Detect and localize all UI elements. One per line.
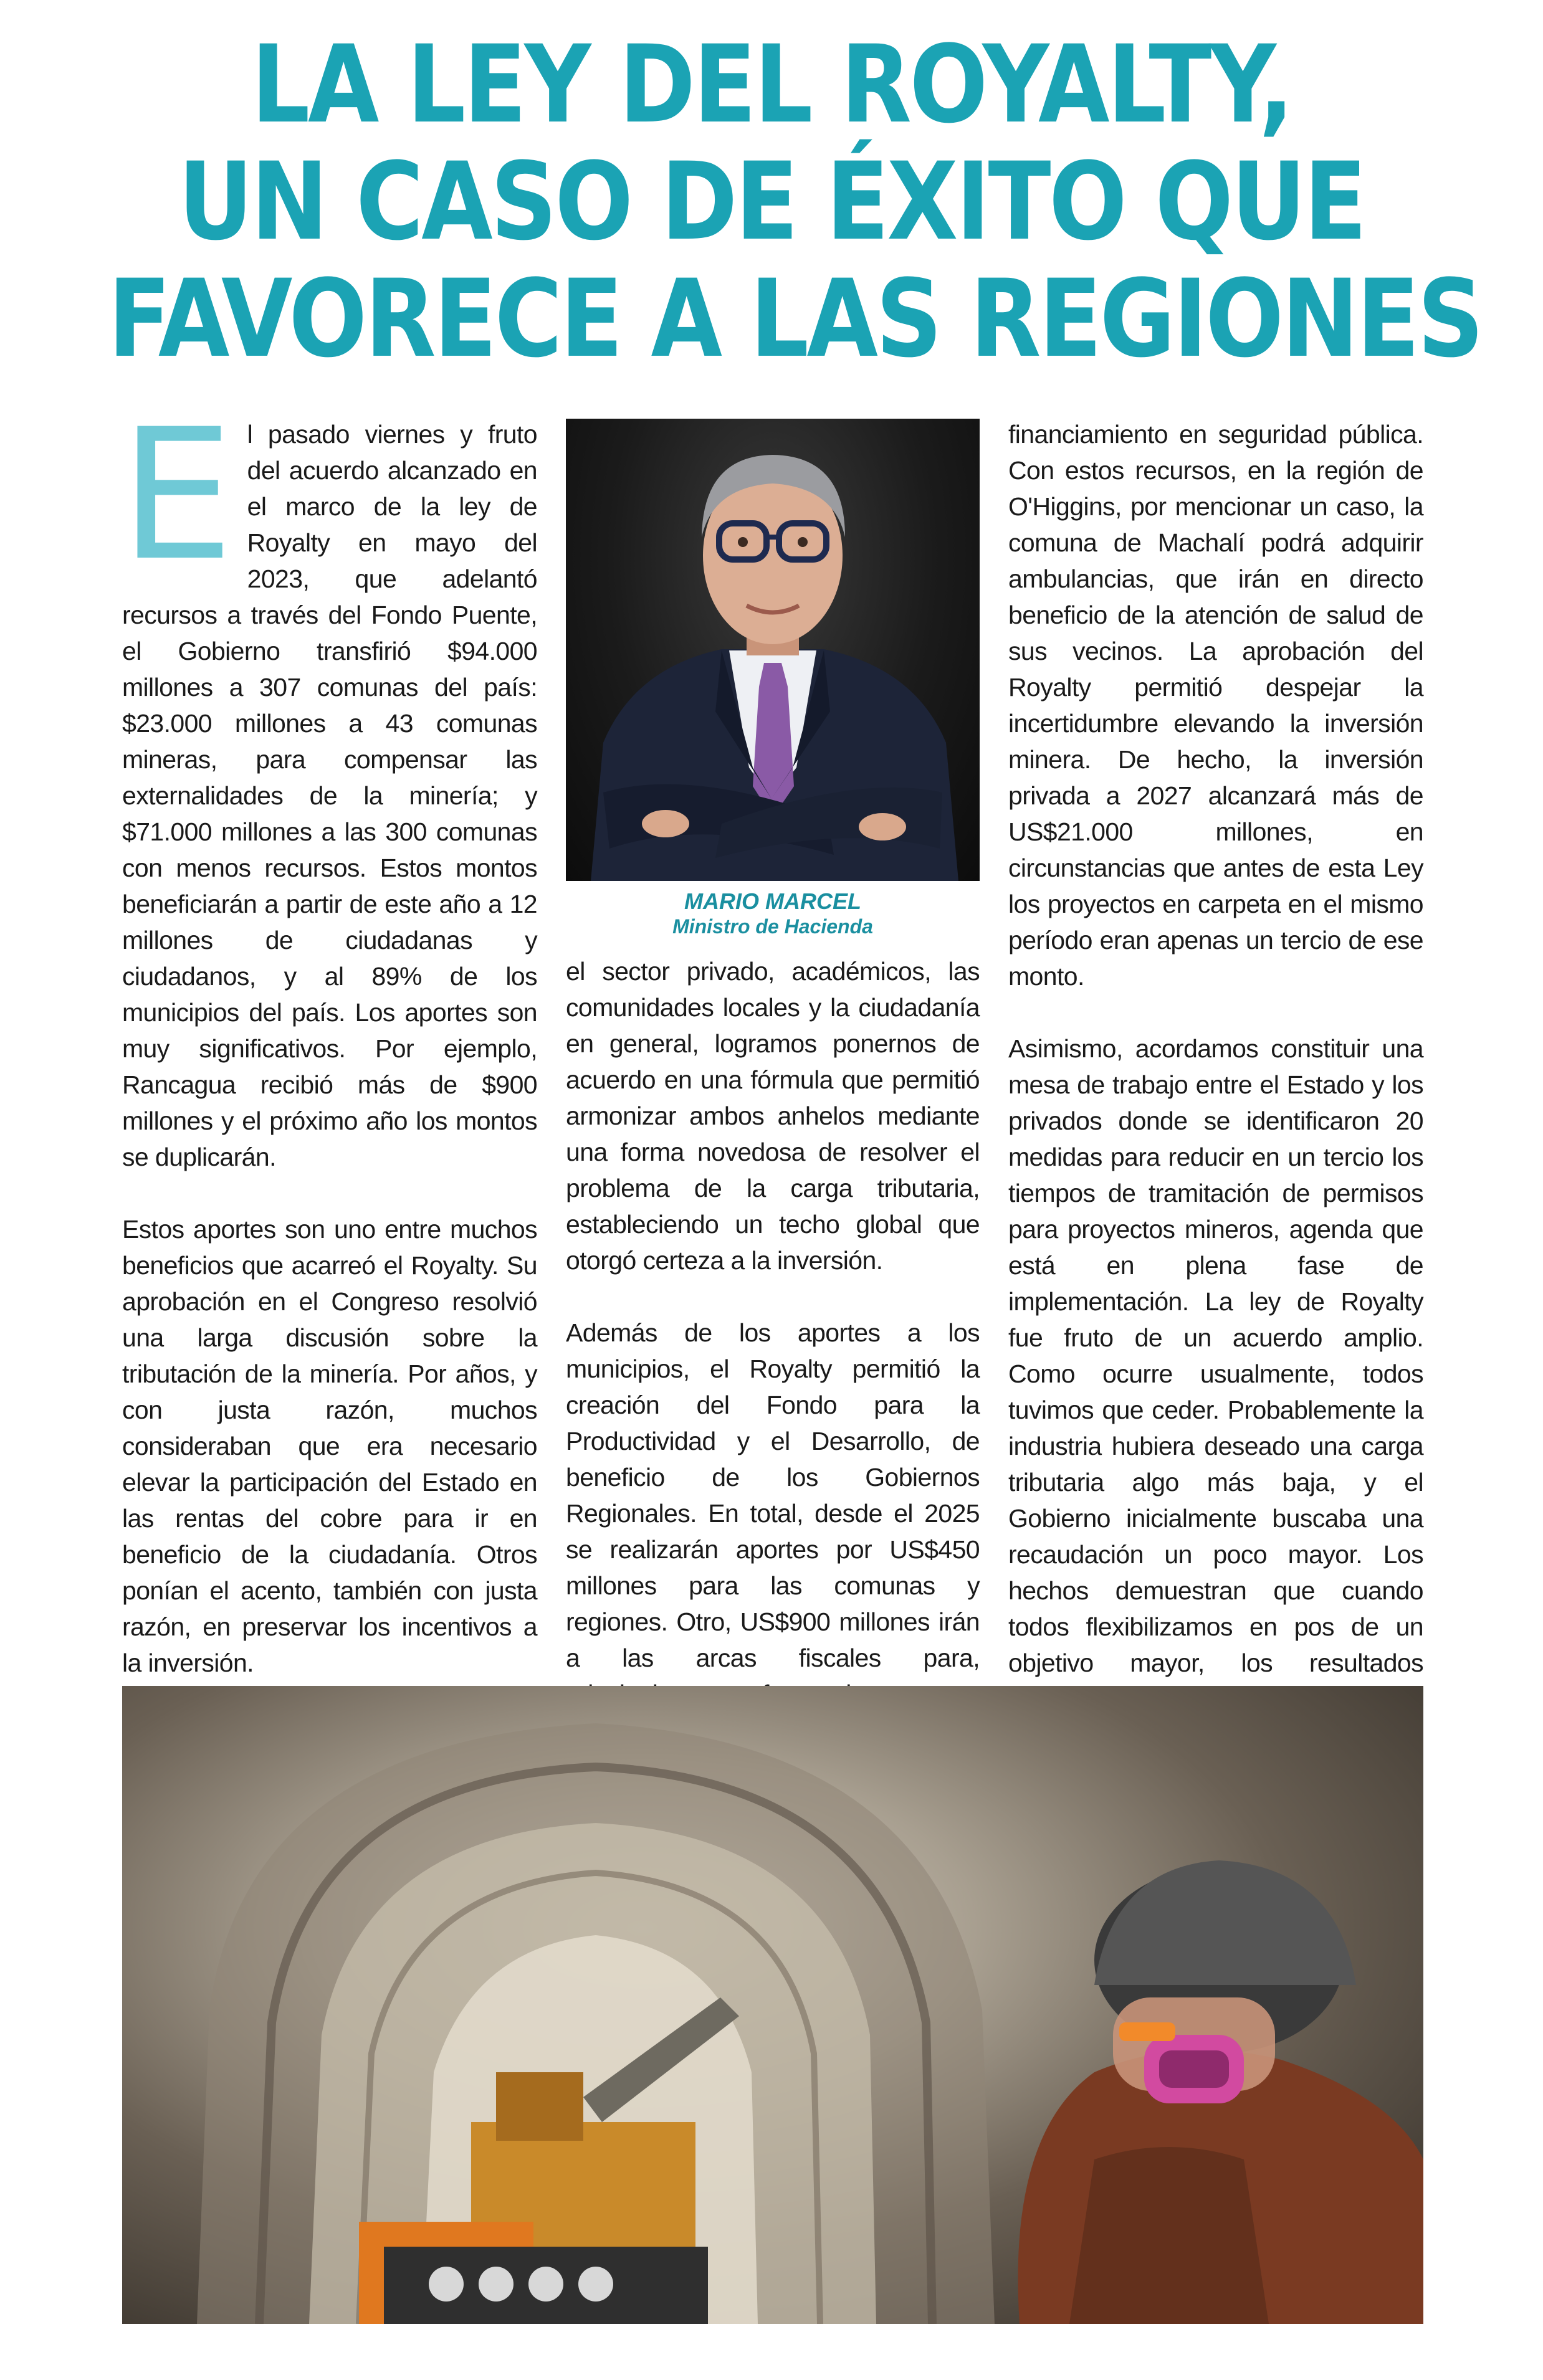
- column2-paragraph-2: Además de los aportes a los municipios, el Royalty permitió la creación del Fondo para la Productividad y el Desarrollo, de beneficio de los Gobiernos Regionales. En total, desde el 2025 se realizarán aportes por US$450 millones para las comunas y regiones. Otro, US$900 millones irán a las arcas fiscales para,: [566, 1318, 980, 1672]
- article-headline: [108, 22, 1482, 383]
- mining-tunnel-photo: [122, 1686, 1423, 2324]
- column2-paragraph-1: el sector privado, académicos, las comunidades locales y la ciudadanía en general, logramos ponernos de acuerdo en una fórmula que permitió armonizar ambos anhelos mediante una forma novedosa de resolver el problema de la carga tributaria, estableciendo un techo global que otorgó certeza a la inversión.: [566, 957, 980, 1275]
- portrait-caption: [566, 888, 980, 938]
- article-column-1: [120, 391, 537, 1825]
- headline-line-2: UN CASO DE ÉXITO QUE: [178, 139, 1365, 264]
- article-column-2: [566, 953, 980, 1748]
- article-column-3: [1008, 416, 1423, 1753]
- minister-portrait-image: [566, 419, 980, 881]
- column3-paragraph-2: Asimismo, acordamos constituir una mesa de trabajo entre el Estado y los privados donde se identificaron 20 medidas para reducir en un tercio los tiempos de tramitación de permisos para proyectos mineros, agenda que está en plena fase de implementación. La ley de Royalty fue fruto de un acuerdo amplio. Como ocurre usualmente, todos tuvimos que ceder. Probablemente la industria hubiera deseado una carga tributaria algo más baja, y el Gobierno inicialmente buscaba una recaudación un poco mayor. Los hechos demuestran que cuando todos flexibilizamos en pos de un objetivo mayor, los resultados: [1008, 1034, 1423, 1677]
- minister-portrait: [566, 419, 980, 881]
- caption-role: Ministro de Hacienda: [672, 915, 873, 938]
- column1-paragraph-2: Estos aportes son uno entre muchos beneficios que acarreó el Royalty. Su aprobación en el Congreso resolvió una larga discusión sobre la tributación de la minería. Por años, y con justa razón, muchos consideraban que era necesario elevar la participación del Estado en las rentas del cobre para ir en beneficio de la ciudadanía. Otros ponían el acento, también con justa razón, en preservar los incentivos a la inversión.: [122, 1215, 537, 1677]
- column3-paragraph-1: financiamiento en seguridad pública. Con estos recursos, en la región de O'Higgins, por mencionar un caso, la comuna de Machalí podrá adquirir ambulancias, que irán en directo beneficio de la atención de salud de sus vecinos. La aprobación del Royalty permitió despejar la incertidumbre elevando la inversión minera. De hecho, la inversión privada a 2027 alcanzará más de US$21.000 millones, en circunstancias que antes de esta Ley los proyectos en carpeta en el mismo período eran apenas un tercio de ese monto.: [1008, 420, 1423, 991]
- drop-cap: E: [120, 391, 234, 601]
- mining-tunnel-image: [122, 1686, 1423, 2324]
- column1-paragraph-1-text: l pasado viernes y fruto del acuerdo alcanzado en el marco de la ley de Royalty en mayo del 2023, que adelantó recursos a través del Fondo Puente, el Gobierno transfirió $94.000 millones a 307 comunas del país: $23.000 millones a 43 comunas mineras, para compensar las externalidades de la minería; y $71.000 millones a las 300 comunas con menos recursos. Estos montos beneficiarán a partir de este año a 12 millones de ciudadanas y ciudadanos, y al 89% de los municipios del país. Los aportes son muy significativos. Por ejemplo, Rancagua recibió más de $900 millones y el próximo año los montos se duplicarán.: [122, 420, 537, 1171]
- headline-line-3: FAVORECE A LAS REGIONES: [108, 256, 1482, 381]
- caption-name: MARIO MARCEL: [684, 888, 861, 914]
- headline-line-1: LA LEY DEL ROYALTY,: [251, 22, 1292, 147]
- column1-paragraph-1: [120, 391, 537, 1175]
